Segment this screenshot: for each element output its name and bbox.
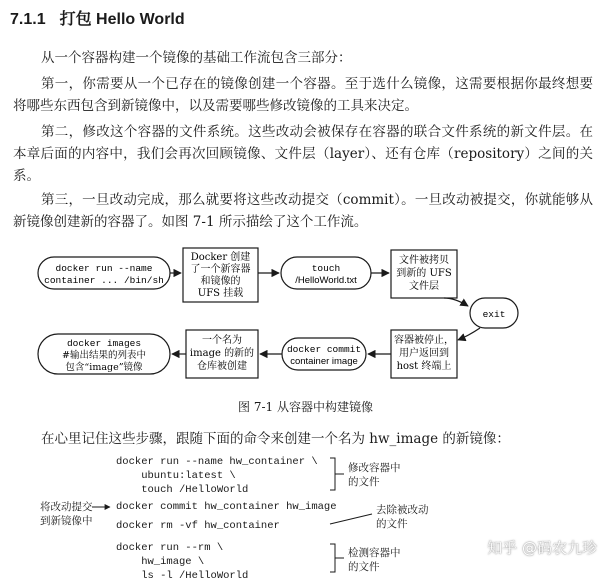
- node-docker-run-line1: docker run --name: [55, 263, 153, 274]
- node-create-line2: 了一个新容器: [190, 264, 251, 275]
- node-commit-line1: docker commit: [286, 344, 362, 355]
- code-block-check: docker run --rm \ hw_image \ ls -l /HelloWorld: [116, 542, 249, 582]
- code-line-rm: docker rm -vf hw_container: [116, 520, 280, 532]
- node-touch-line1: touch: [311, 263, 341, 274]
- note-remove-line1: 去除被改动: [376, 504, 429, 516]
- paragraph-step-2: 第二，修改这个容器的文件系统。这些改动会被保存在容器的联合文件系统的新文件层。在本章后面的内容中，我们会再次回顾镜像、文件层（layer）、还有仓库（repository）之间的关系。: [13, 124, 593, 184]
- note-check: [348, 546, 401, 574]
- node-repo-line2: image 的新的: [189, 348, 255, 359]
- node-copy-line1: 文件被拷贝: [399, 255, 449, 266]
- note-check-line2: 的文件: [348, 561, 380, 573]
- node-exit-label: exit: [482, 309, 506, 320]
- node-repo-line1: 一个名为: [202, 335, 242, 346]
- note-check-line1: 检测容器中: [348, 547, 401, 559]
- workflow-diagram: [0, 240, 611, 390]
- node-stopped-line1: 容器被停止，: [394, 335, 454, 346]
- paragraph-code-intro: 在心里记住这些步骤，跟随下面的命令来创建一个名为 hw_image 的新镜像：: [41, 431, 510, 447]
- note-modify-line2: 的文件: [348, 476, 380, 488]
- node-images-line3: 包含“image”镜像: [65, 362, 143, 373]
- node-commit-line2: container image: [290, 356, 358, 367]
- section-heading: [10, 6, 185, 29]
- figure-caption: 图 7-1 从容器中构建镜像: [238, 400, 373, 414]
- section-number: 7.1.1: [10, 11, 46, 28]
- node-images-line1: docker images: [66, 338, 142, 349]
- paragraph-intro: 从一个容器构建一个镜像的基础工作流包含三部分：: [41, 50, 352, 66]
- node-copy-line3: 文件层: [409, 281, 439, 292]
- watermark: 知乎 @码农九珍: [487, 539, 597, 557]
- note-modify: [348, 461, 401, 489]
- node-create-line1: Docker 创建: [190, 252, 251, 263]
- node-create-line3: 和镜像的: [200, 276, 241, 287]
- note-remove-line2: 的文件: [376, 518, 408, 530]
- node-stopped-line3: host 终端上: [396, 361, 452, 372]
- node-stopped-line2: 用户返回到: [399, 348, 449, 359]
- node-create-line4: UFS 挂载: [197, 288, 244, 299]
- node-images-line2: #输出结果的列表中: [62, 350, 146, 361]
- note-commit: [40, 500, 93, 528]
- note-remove: [376, 503, 429, 531]
- node-touch-line2: /HelloWorld.txt: [295, 275, 357, 286]
- section-title: 打包 Hello World: [59, 11, 185, 28]
- note-modify-line1: 修改容器中: [348, 462, 401, 474]
- node-repo-line3: 仓库被创建: [197, 361, 247, 372]
- paragraph-step-3: 第三，一旦改动完成，那么就要将这些改动提交（commit）。一旦改动被提交，你就能够从新镜像创建新的容器了。如图 7-1 所示描绘了这个工作流。: [13, 192, 593, 230]
- note-commit-line1: 将改动提交: [40, 501, 93, 513]
- node-copy-line2: 到新的 UFS: [396, 268, 452, 279]
- node-docker-run-line2: container ... /bin/sh: [44, 275, 164, 286]
- code-line-commit: docker commit hw_container hw_image: [116, 501, 337, 513]
- paragraph-step-1: 第一，你需要从一个已存在的镜像创建一个容器。至于选什么镜像，这需要根据你最终想要将哪些东西包含到新镜像中，以及需要哪些修改镜像的工具来决定。: [13, 76, 593, 114]
- note-commit-line2: 到新镜像中: [40, 515, 93, 527]
- code-block-run: docker run --name hw_container \ ubuntu:latest \ touch /HelloWorld: [116, 456, 318, 496]
